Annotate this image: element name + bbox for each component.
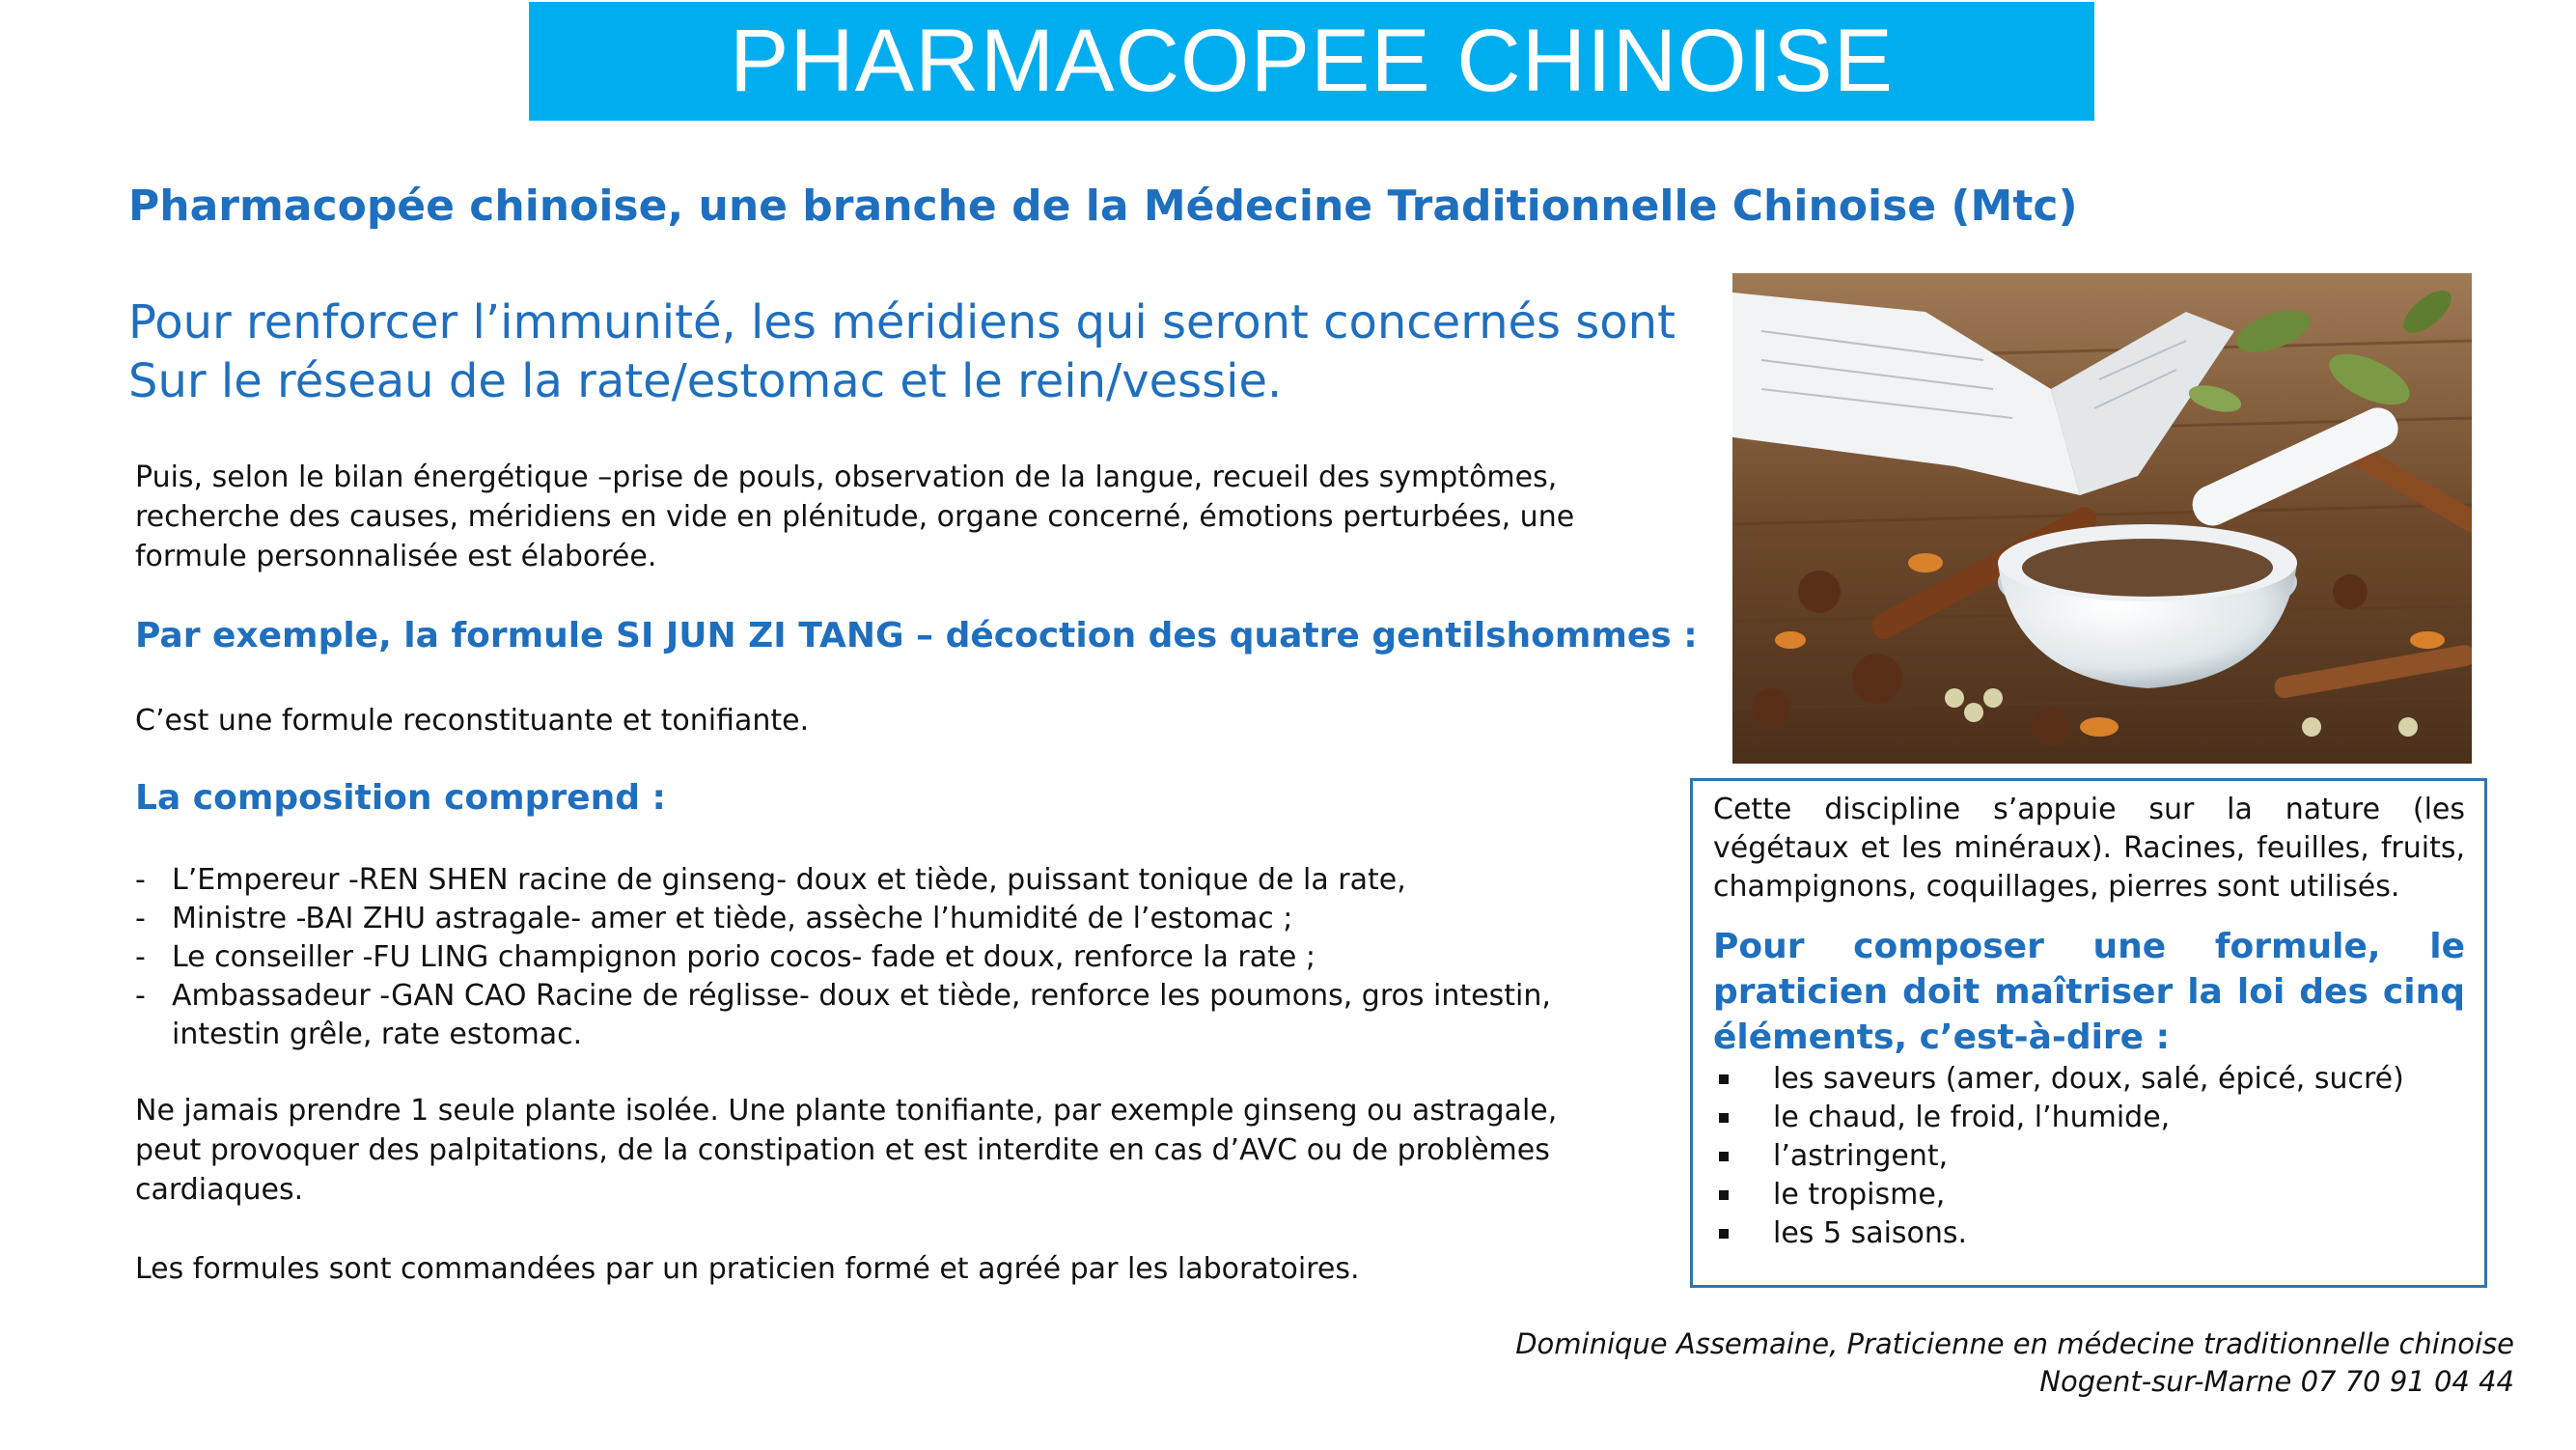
info-box-text: Cette discipline s’appuie sur la nature (les végétaux et les minéraux). Racines, feuilles, fruits, champignons, coquillages, pierres sont utilisés. (1713, 793, 2465, 904)
five-elements-list (1713, 1060, 2465, 1253)
five-elements-item-text: le tropisme, (1773, 1178, 1946, 1212)
composition-item-text: Ministre -BAI ZHU astragale- amer et tiède, assèche l’humidité de l’estomac ; (172, 902, 1293, 935)
five-elements-item-text: les 5 saisons. (1773, 1216, 1968, 1250)
example-text: C’est une formule reconstituante et tonifiante. (135, 704, 810, 738)
five-elements-item (1713, 1137, 2465, 1176)
composition-heading: La composition comprend : (135, 778, 666, 818)
intro-line-2: Sur le réseau de la rate/estomac et le rein/vessie. (128, 354, 1283, 408)
five-elements-item-text: le chaud, le froid, l’humide, (1773, 1101, 2171, 1134)
composition-item-text: L’Empereur -REN SHEN racine de ginseng- doux et tiède, puissant tonique de la rate, (172, 863, 1406, 897)
square-bullet-icon (1719, 1152, 1729, 1161)
warning-paragraph: Ne jamais prendre 1 seule plante isolée. Une plante tonifiante, par exemple ginseng ou astragale, peut provoquer des palpitations, de la constipation et est interdite en cas d’AVC ou de problèmes cardiaques. (135, 1094, 1558, 1207)
intro-heading (128, 293, 1676, 411)
author-line: Dominique Assemaine, Praticienne en médecine traditionnelle chinoise (1515, 1327, 2514, 1360)
five-elements-item (1713, 1099, 2465, 1137)
composition-item (135, 938, 1602, 977)
info-box-heading: Pour composer une formule, le praticien doit maîtriser la loi des cinq éléments, c’est-à-dire : (1713, 927, 2465, 1057)
composition-item-text: Le conseiller -FU LING champignon porio cocos- fade et doux, renforce la rate ; (172, 940, 1316, 974)
composition-item (135, 861, 1602, 900)
five-elements-item-text: l’astringent, (1773, 1139, 1949, 1173)
bilan-paragraph: Puis, selon le bilan énergétique –prise de pouls, observation de la langue, recueil des symptômes, recherche des causes, méridiens en vide en plénitude, organe concerné, émotions perturbées, une formule personnalisée est élaborée. (135, 460, 1575, 573)
square-bullet-icon (1719, 1229, 1729, 1239)
composition-item-text: Ambassadeur -GAN CAO Racine de réglisse- doux et tiède, renforce les poumons, gros intestin, intestin grêle, rate estomac. (172, 979, 1551, 1051)
square-bullet-icon (1719, 1074, 1729, 1084)
dash-bullet: - (135, 902, 146, 935)
subtitle: Pharmacopée chinoise, une branche de la Médecine Traditionnelle Chinoise (Mtc) (128, 181, 2078, 231)
dash-bullet: - (135, 940, 146, 974)
info-box (1690, 778, 2487, 1288)
five-elements-item-text: les saveurs (amer, doux, salé, épicé, sucré) (1773, 1062, 2404, 1096)
dash-bullet: - (135, 863, 146, 897)
page-title: PHARMACOPEE CHINOISE (730, 12, 1894, 110)
composition-list (135, 861, 1602, 1054)
five-elements-item (1713, 1060, 2465, 1099)
author-footer (1515, 1325, 2514, 1401)
square-bullet-icon (1719, 1190, 1729, 1200)
composition-item (135, 977, 1602, 1054)
labs-paragraph: Les formules sont commandées par un praticien formé et agréé par les laboratoires. (135, 1252, 1360, 1286)
dash-bullet: - (135, 979, 146, 1013)
herbal-medicine-photo (1732, 273, 2472, 764)
page-title-banner (529, 2, 2094, 121)
contact-line: Nogent-sur-Marne 07 70 91 04 44 (2039, 1365, 2514, 1398)
five-elements-item (1713, 1176, 2465, 1214)
example-heading: Par exemple, la formule SI JUN ZI TANG – décoction des quatre gentilshommes : (135, 616, 1698, 655)
square-bullet-icon (1719, 1113, 1729, 1123)
composition-item (135, 900, 1602, 938)
five-elements-item (1713, 1214, 2465, 1253)
intro-line-1: Pour renforcer l’immunité, les méridiens qui seront concernés sont (128, 295, 1676, 349)
